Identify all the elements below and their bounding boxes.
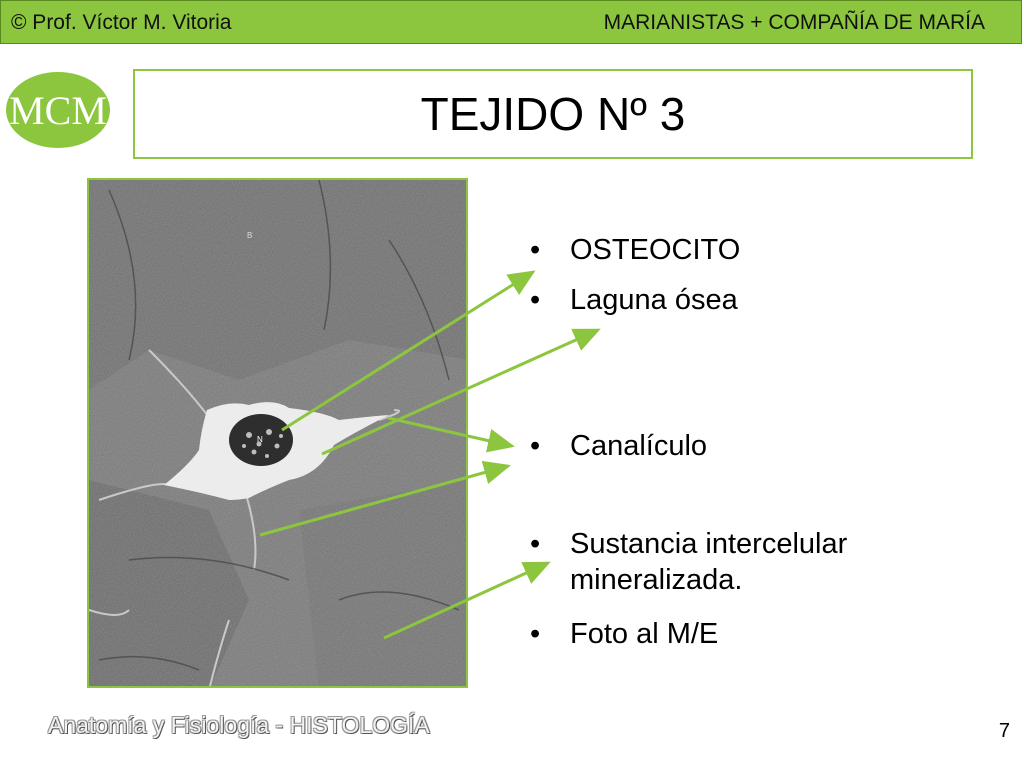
bullet-canaliculo: • Canalículo <box>530 430 708 462</box>
page-number: 7 <box>998 720 1010 742</box>
bullet-dot: • <box>530 430 541 462</box>
institution-text: MARIANISTAS + COMPAÑÍA DE MARÍA <box>603 11 985 34</box>
page-title: TEJIDO Nº 3 <box>420 88 686 140</box>
mcm-logo-icon <box>4 70 112 150</box>
bullet-foto: • Foto al M/E <box>530 618 719 650</box>
bullet-sustancia: • Sustancia intercelular mineralizada. <box>530 528 848 596</box>
label-b: B <box>247 231 253 240</box>
bullet-osteocito: • OSTEOCITO <box>530 234 741 266</box>
bullet-dot: • <box>530 234 541 266</box>
bullet-dot: • <box>530 528 541 560</box>
author-text: © Prof. Víctor M. Vitoria <box>11 11 232 34</box>
bullet-laguna: • Laguna ósea <box>530 284 738 316</box>
title-box <box>133 69 973 159</box>
logo-text: MCM <box>9 88 107 133</box>
bullet-dot: • <box>530 284 541 316</box>
bullet-dot: • <box>530 618 541 650</box>
footer-text: Anatomía y Fisiología - HISTOLOGÍA <box>48 712 430 738</box>
electron-micrograph <box>87 178 468 688</box>
header-bar <box>0 0 1022 44</box>
label-n: N <box>257 435 263 444</box>
